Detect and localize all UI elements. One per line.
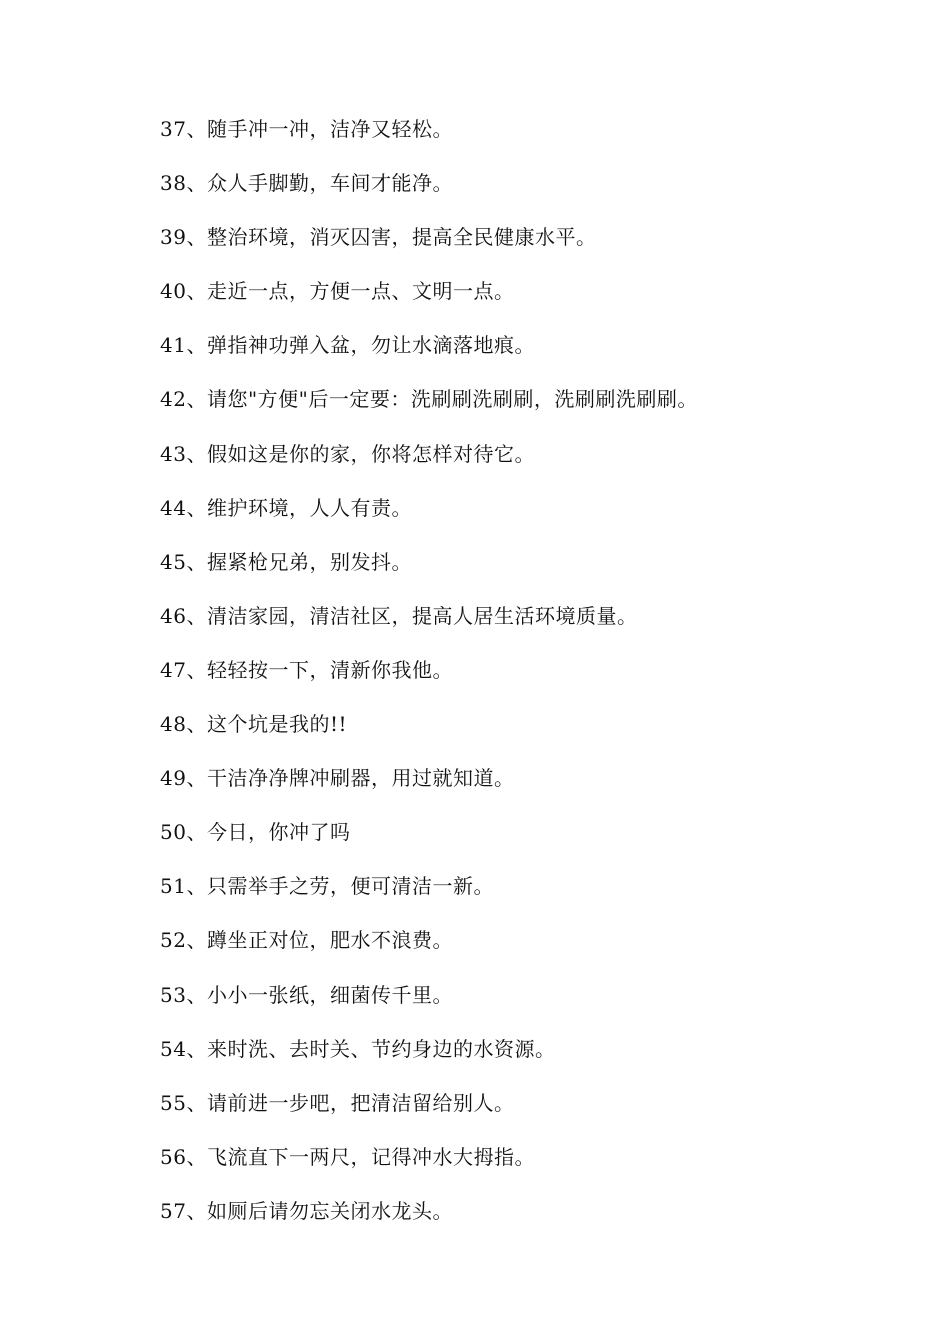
slogan-line: 45、握紧枪兄弟，别发抖。 bbox=[160, 549, 412, 574]
slogan-line: 52、蹲坐正对位，肥水不浪费。 bbox=[160, 928, 453, 953]
slogan-line: 55、请前进一步吧，把清洁留给别人。 bbox=[160, 1090, 515, 1115]
slogan-line: 49、干洁净净牌冲刷器，用过就知道。 bbox=[160, 766, 515, 791]
slogan-line: 47、轻轻按一下，清新你我他。 bbox=[160, 657, 453, 682]
slogan-line: 39、整治环境，消灭囚害，提高全民健康水平。 bbox=[160, 225, 597, 250]
slogan-line: 50、今日，你冲了吗 bbox=[160, 820, 351, 845]
slogan-line: 40、走近一点，方便一点、文明一点。 bbox=[160, 279, 515, 304]
slogan-line: 41、弹指神功弹入盆，勿让水滴落地痕。 bbox=[160, 333, 535, 358]
slogan-line: 42、请您"方便"后一定要：洗刷刷洗刷刷，洗刷刷洗刷刷。 bbox=[160, 387, 698, 412]
slogan-line: 38、众人手脚勤，车间才能净。 bbox=[160, 171, 453, 196]
slogan-line: 53、小小一张纸，细菌传千里。 bbox=[160, 982, 453, 1007]
slogan-line: 48、这个坑是我的!! bbox=[160, 712, 348, 737]
slogan-line: 56、飞流直下一两尺，记得冲水大拇指。 bbox=[160, 1144, 535, 1169]
slogan-line: 37、随手冲一冲，洁净又轻松。 bbox=[160, 117, 453, 141]
slogan-line: 43、假如这是你的家，你将怎样对待它。 bbox=[160, 441, 535, 466]
slogan-line: 57、如厕后请勿忘关闭水龙头。 bbox=[160, 1198, 453, 1223]
slogan-line: 54、来时洗、去时关、节约身边的水资源。 bbox=[160, 1036, 556, 1061]
slogan-line: 44、维护环境，人人有责。 bbox=[160, 495, 412, 520]
slogan-line: 46、清洁家园，清洁社区，提高人居生活环境质量。 bbox=[160, 603, 638, 628]
slogan-line: 51、只需举手之劳，便可清洁一新。 bbox=[160, 874, 494, 899]
slogan-list bbox=[160, 114, 920, 1250]
